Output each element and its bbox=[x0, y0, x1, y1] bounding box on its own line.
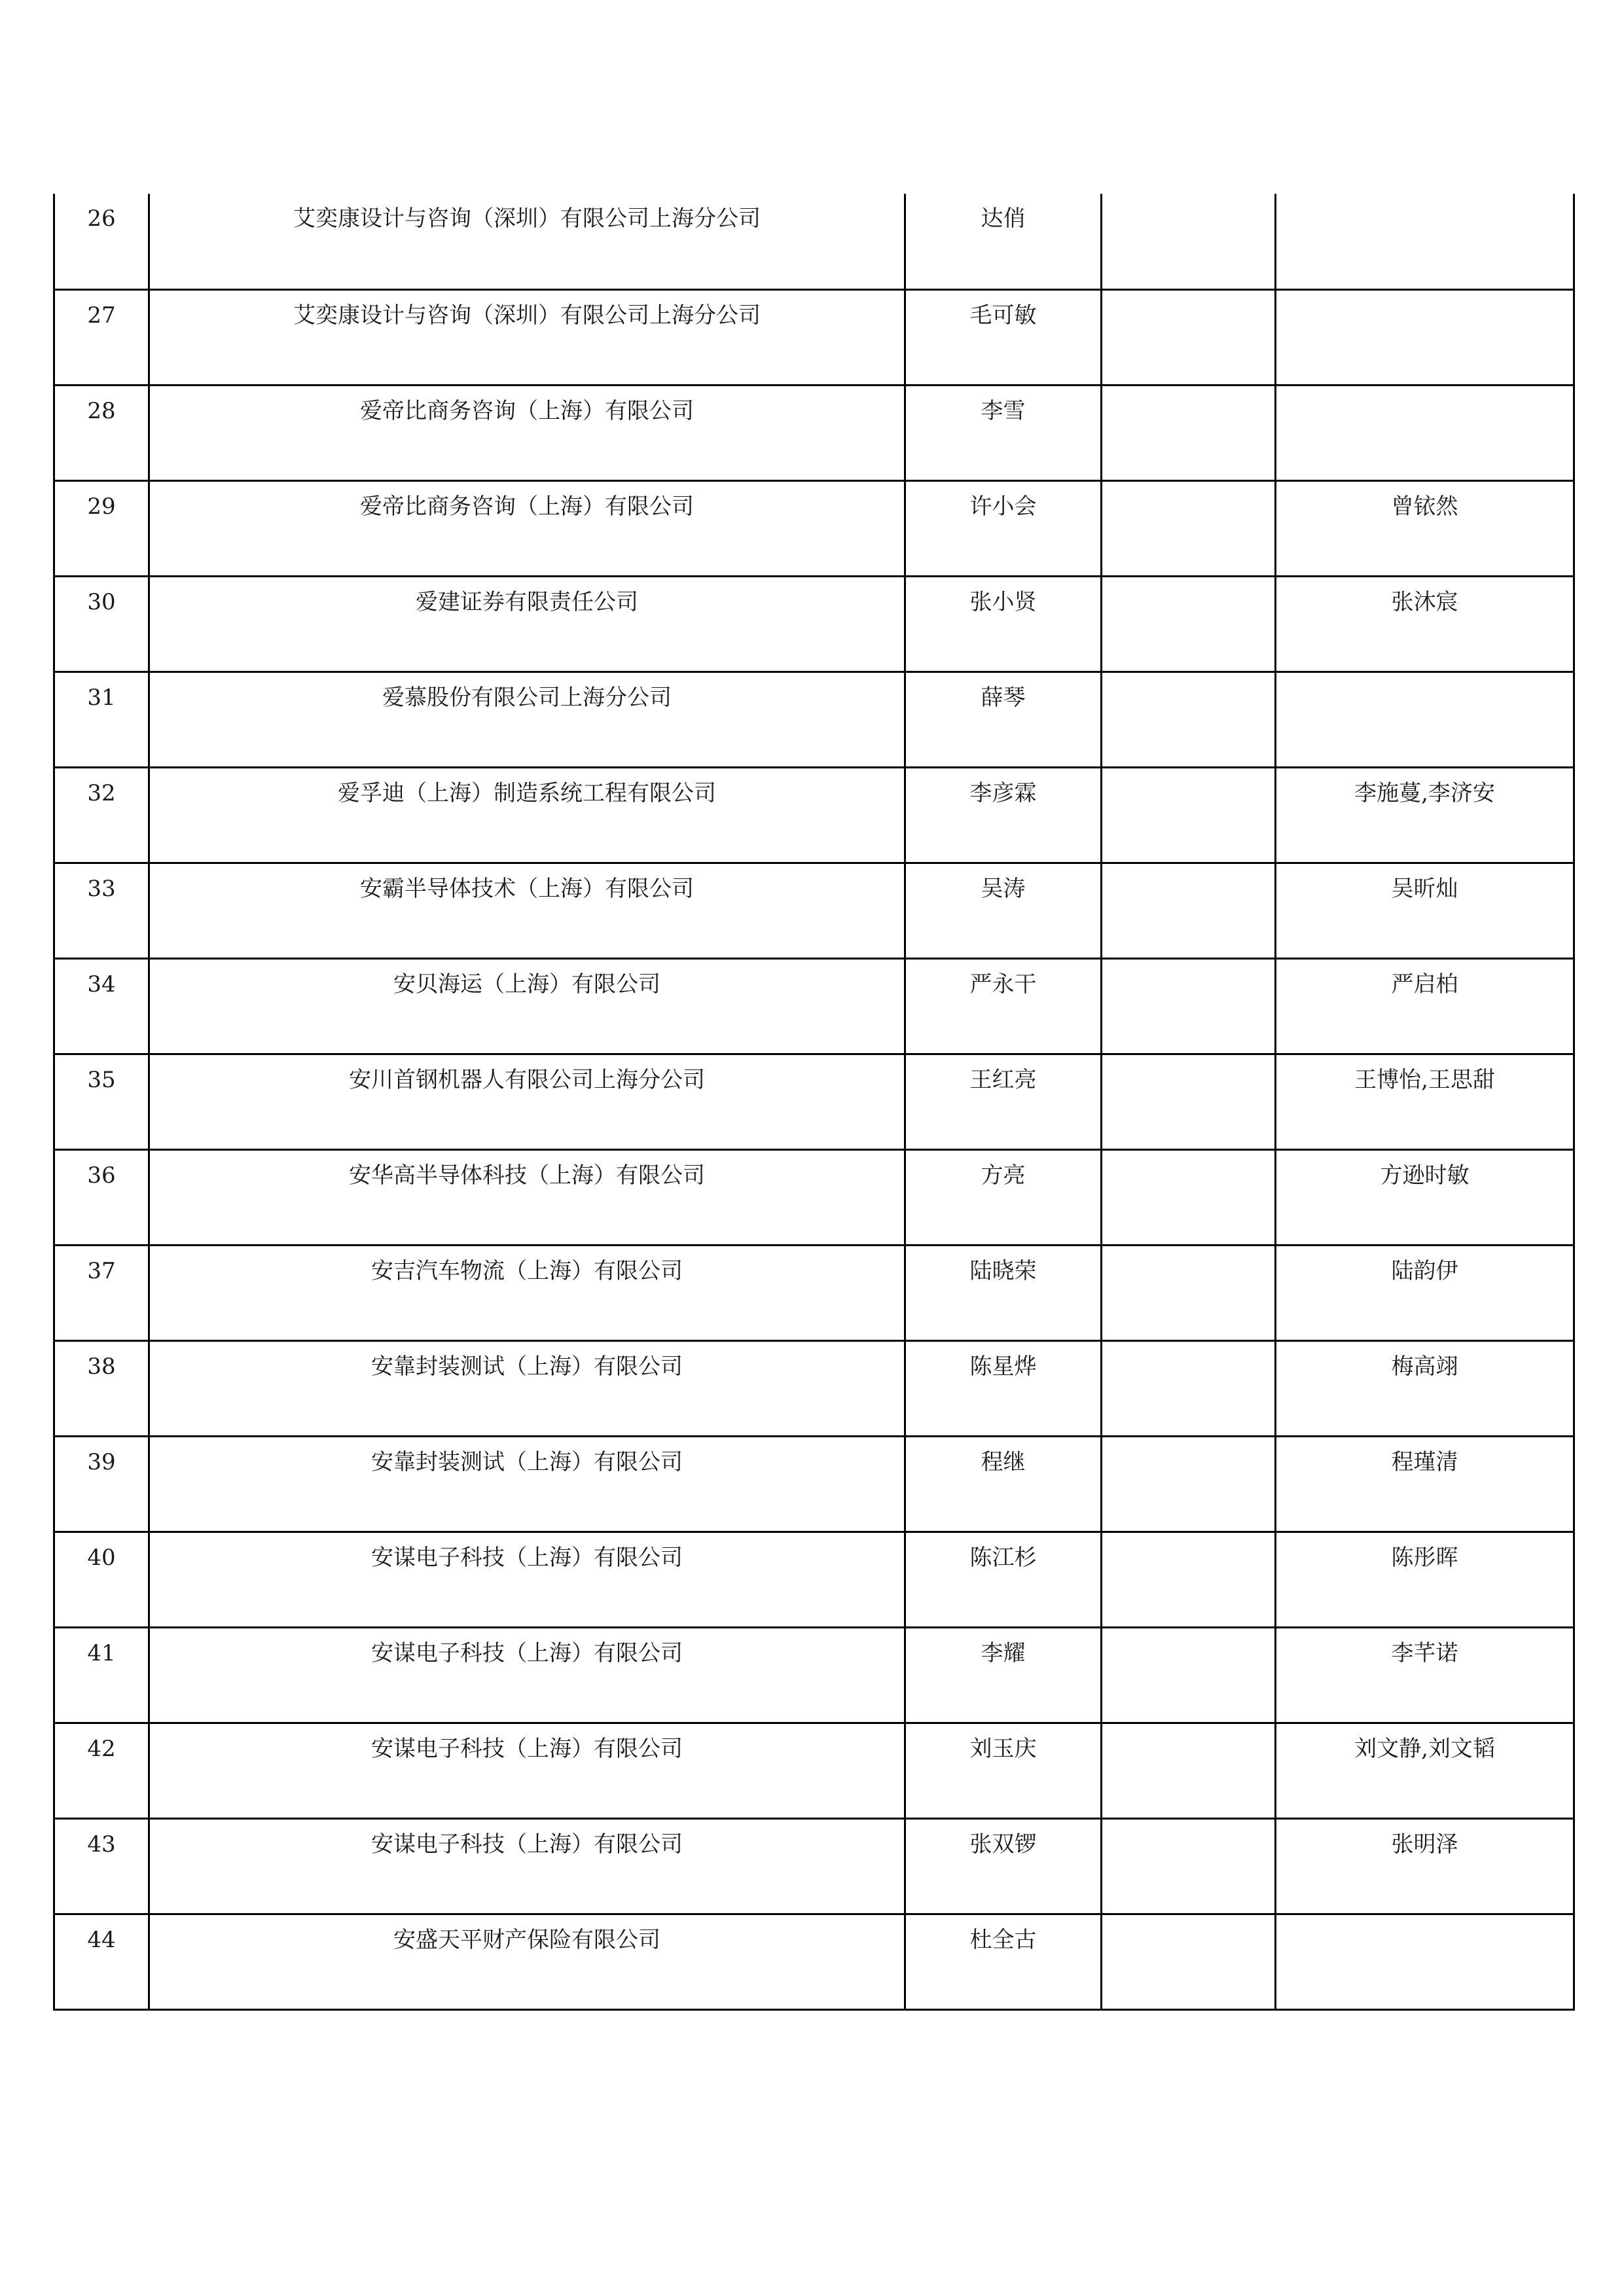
employee-name-cell: 陈江杉 bbox=[905, 1532, 1102, 1627]
family-members-cell bbox=[1276, 385, 1574, 480]
employee-name-cell: 毛可敏 bbox=[905, 289, 1102, 385]
family-members-cell: 王博怡,王思甜 bbox=[1276, 1054, 1574, 1149]
row-number-cell: 42 bbox=[54, 1723, 149, 1818]
company-cell: 安谋电子科技（上海）有限公司 bbox=[149, 1723, 905, 1818]
family-members-cell bbox=[1276, 289, 1574, 385]
row-number-cell: 33 bbox=[54, 863, 149, 958]
registration-table bbox=[53, 194, 1575, 2011]
family-members-cell: 陆韵伊 bbox=[1276, 1245, 1574, 1340]
company-cell: 艾奕康设计与咨询（深圳）有限公司上海分公司 bbox=[149, 289, 905, 385]
family-members-cell: 吴昕灿 bbox=[1276, 863, 1574, 958]
company-cell: 爱建证券有限责任公司 bbox=[149, 576, 905, 672]
blank-cell bbox=[1102, 385, 1276, 480]
blank-cell bbox=[1102, 1340, 1276, 1436]
employee-name-cell: 方亮 bbox=[905, 1149, 1102, 1245]
blank-cell bbox=[1102, 1627, 1276, 1723]
employee-name-cell: 吴涛 bbox=[905, 863, 1102, 958]
row-number-cell: 39 bbox=[54, 1436, 149, 1532]
employee-name-cell: 杜全古 bbox=[905, 1914, 1102, 2009]
company-cell: 爱慕股份有限公司上海分公司 bbox=[149, 672, 905, 767]
employee-name-cell: 李彦霖 bbox=[905, 767, 1102, 863]
table-body bbox=[54, 194, 1574, 2009]
table-row bbox=[54, 1340, 1574, 1436]
employee-name-cell: 许小会 bbox=[905, 480, 1102, 576]
row-number-cell: 27 bbox=[54, 289, 149, 385]
employee-name-cell: 达俏 bbox=[905, 194, 1102, 289]
company-cell: 安靠封装测试（上海）有限公司 bbox=[149, 1436, 905, 1532]
table-row bbox=[54, 672, 1574, 767]
family-members-cell: 刘文静,刘文韬 bbox=[1276, 1723, 1574, 1818]
table-row bbox=[54, 1149, 1574, 1245]
table-row bbox=[54, 1818, 1574, 1914]
blank-cell bbox=[1102, 576, 1276, 672]
blank-cell bbox=[1102, 863, 1276, 958]
table-row bbox=[54, 1054, 1574, 1149]
employee-name-cell: 程继 bbox=[905, 1436, 1102, 1532]
employee-name-cell: 薛琴 bbox=[905, 672, 1102, 767]
family-members-cell bbox=[1276, 194, 1574, 289]
row-number-cell: 40 bbox=[54, 1532, 149, 1627]
table-row bbox=[54, 289, 1574, 385]
family-members-cell: 梅高翊 bbox=[1276, 1340, 1574, 1436]
blank-cell bbox=[1102, 1245, 1276, 1340]
company-cell: 爱帝比商务咨询（上海）有限公司 bbox=[149, 385, 905, 480]
row-number-cell: 32 bbox=[54, 767, 149, 863]
row-number-cell: 38 bbox=[54, 1340, 149, 1436]
blank-cell bbox=[1102, 767, 1276, 863]
row-number-cell: 26 bbox=[54, 194, 149, 289]
family-members-cell: 李芊诺 bbox=[1276, 1627, 1574, 1723]
company-cell: 安靠封装测试（上海）有限公司 bbox=[149, 1340, 905, 1436]
row-number-cell: 34 bbox=[54, 958, 149, 1054]
row-number-cell: 29 bbox=[54, 480, 149, 576]
blank-cell bbox=[1102, 289, 1276, 385]
employee-name-cell: 张小贤 bbox=[905, 576, 1102, 672]
family-members-cell bbox=[1276, 1914, 1574, 2009]
company-cell: 艾奕康设计与咨询（深圳）有限公司上海分公司 bbox=[149, 194, 905, 289]
family-members-cell: 陈彤晖 bbox=[1276, 1532, 1574, 1627]
company-cell: 安盛天平财产保险有限公司 bbox=[149, 1914, 905, 2009]
table-row bbox=[54, 1532, 1574, 1627]
blank-cell bbox=[1102, 1532, 1276, 1627]
blank-cell bbox=[1102, 672, 1276, 767]
company-cell: 安贝海运（上海）有限公司 bbox=[149, 958, 905, 1054]
table-row bbox=[54, 385, 1574, 480]
blank-cell bbox=[1102, 1436, 1276, 1532]
table-row bbox=[54, 1436, 1574, 1532]
employee-name-cell: 王红亮 bbox=[905, 1054, 1102, 1149]
family-members-cell: 李施蔓,李济安 bbox=[1276, 767, 1574, 863]
table-row bbox=[54, 1723, 1574, 1818]
family-members-cell: 曾铱然 bbox=[1276, 480, 1574, 576]
family-members-cell: 程瑾清 bbox=[1276, 1436, 1574, 1532]
row-number-cell: 44 bbox=[54, 1914, 149, 2009]
row-number-cell: 28 bbox=[54, 385, 149, 480]
row-number-cell: 35 bbox=[54, 1054, 149, 1149]
company-cell: 安霸半导体技术（上海）有限公司 bbox=[149, 863, 905, 958]
table-row bbox=[54, 958, 1574, 1054]
family-members-cell: 方逊时敏 bbox=[1276, 1149, 1574, 1245]
table-row bbox=[54, 480, 1574, 576]
table-row bbox=[54, 1914, 1574, 2009]
table-row bbox=[54, 1627, 1574, 1723]
employee-name-cell: 陈星烨 bbox=[905, 1340, 1102, 1436]
family-members-cell bbox=[1276, 672, 1574, 767]
blank-cell bbox=[1102, 1149, 1276, 1245]
company-cell: 爱帝比商务咨询（上海）有限公司 bbox=[149, 480, 905, 576]
row-number-cell: 31 bbox=[54, 672, 149, 767]
row-number-cell: 43 bbox=[54, 1818, 149, 1914]
table-row bbox=[54, 1245, 1574, 1340]
company-cell: 安谋电子科技（上海）有限公司 bbox=[149, 1818, 905, 1914]
employee-name-cell: 李耀 bbox=[905, 1627, 1102, 1723]
family-members-cell: 张明泽 bbox=[1276, 1818, 1574, 1914]
row-number-cell: 36 bbox=[54, 1149, 149, 1245]
table-row bbox=[54, 194, 1574, 289]
blank-cell bbox=[1102, 194, 1276, 289]
blank-cell bbox=[1102, 1818, 1276, 1914]
blank-cell bbox=[1102, 958, 1276, 1054]
family-members-cell: 严启柏 bbox=[1276, 958, 1574, 1054]
company-cell: 安谋电子科技（上海）有限公司 bbox=[149, 1627, 905, 1723]
blank-cell bbox=[1102, 1914, 1276, 2009]
employee-name-cell: 李雪 bbox=[905, 385, 1102, 480]
company-cell: 安谋电子科技（上海）有限公司 bbox=[149, 1532, 905, 1627]
row-number-cell: 37 bbox=[54, 1245, 149, 1340]
company-cell: 爱孚迪（上海）制造系统工程有限公司 bbox=[149, 767, 905, 863]
employee-name-cell: 严永干 bbox=[905, 958, 1102, 1054]
employee-name-cell: 刘玉庆 bbox=[905, 1723, 1102, 1818]
table-row bbox=[54, 767, 1574, 863]
blank-cell bbox=[1102, 480, 1276, 576]
company-cell: 安吉汽车物流（上海）有限公司 bbox=[149, 1245, 905, 1340]
row-number-cell: 41 bbox=[54, 1627, 149, 1723]
employee-name-cell: 陆晓荣 bbox=[905, 1245, 1102, 1340]
blank-cell bbox=[1102, 1723, 1276, 1818]
employee-name-cell: 张双锣 bbox=[905, 1818, 1102, 1914]
table-row bbox=[54, 576, 1574, 672]
table-row bbox=[54, 863, 1574, 958]
company-cell: 安川首钢机器人有限公司上海分公司 bbox=[149, 1054, 905, 1149]
company-cell: 安华高半导体科技（上海）有限公司 bbox=[149, 1149, 905, 1245]
family-members-cell: 张沐宸 bbox=[1276, 576, 1574, 672]
blank-cell bbox=[1102, 1054, 1276, 1149]
row-number-cell: 30 bbox=[54, 576, 149, 672]
